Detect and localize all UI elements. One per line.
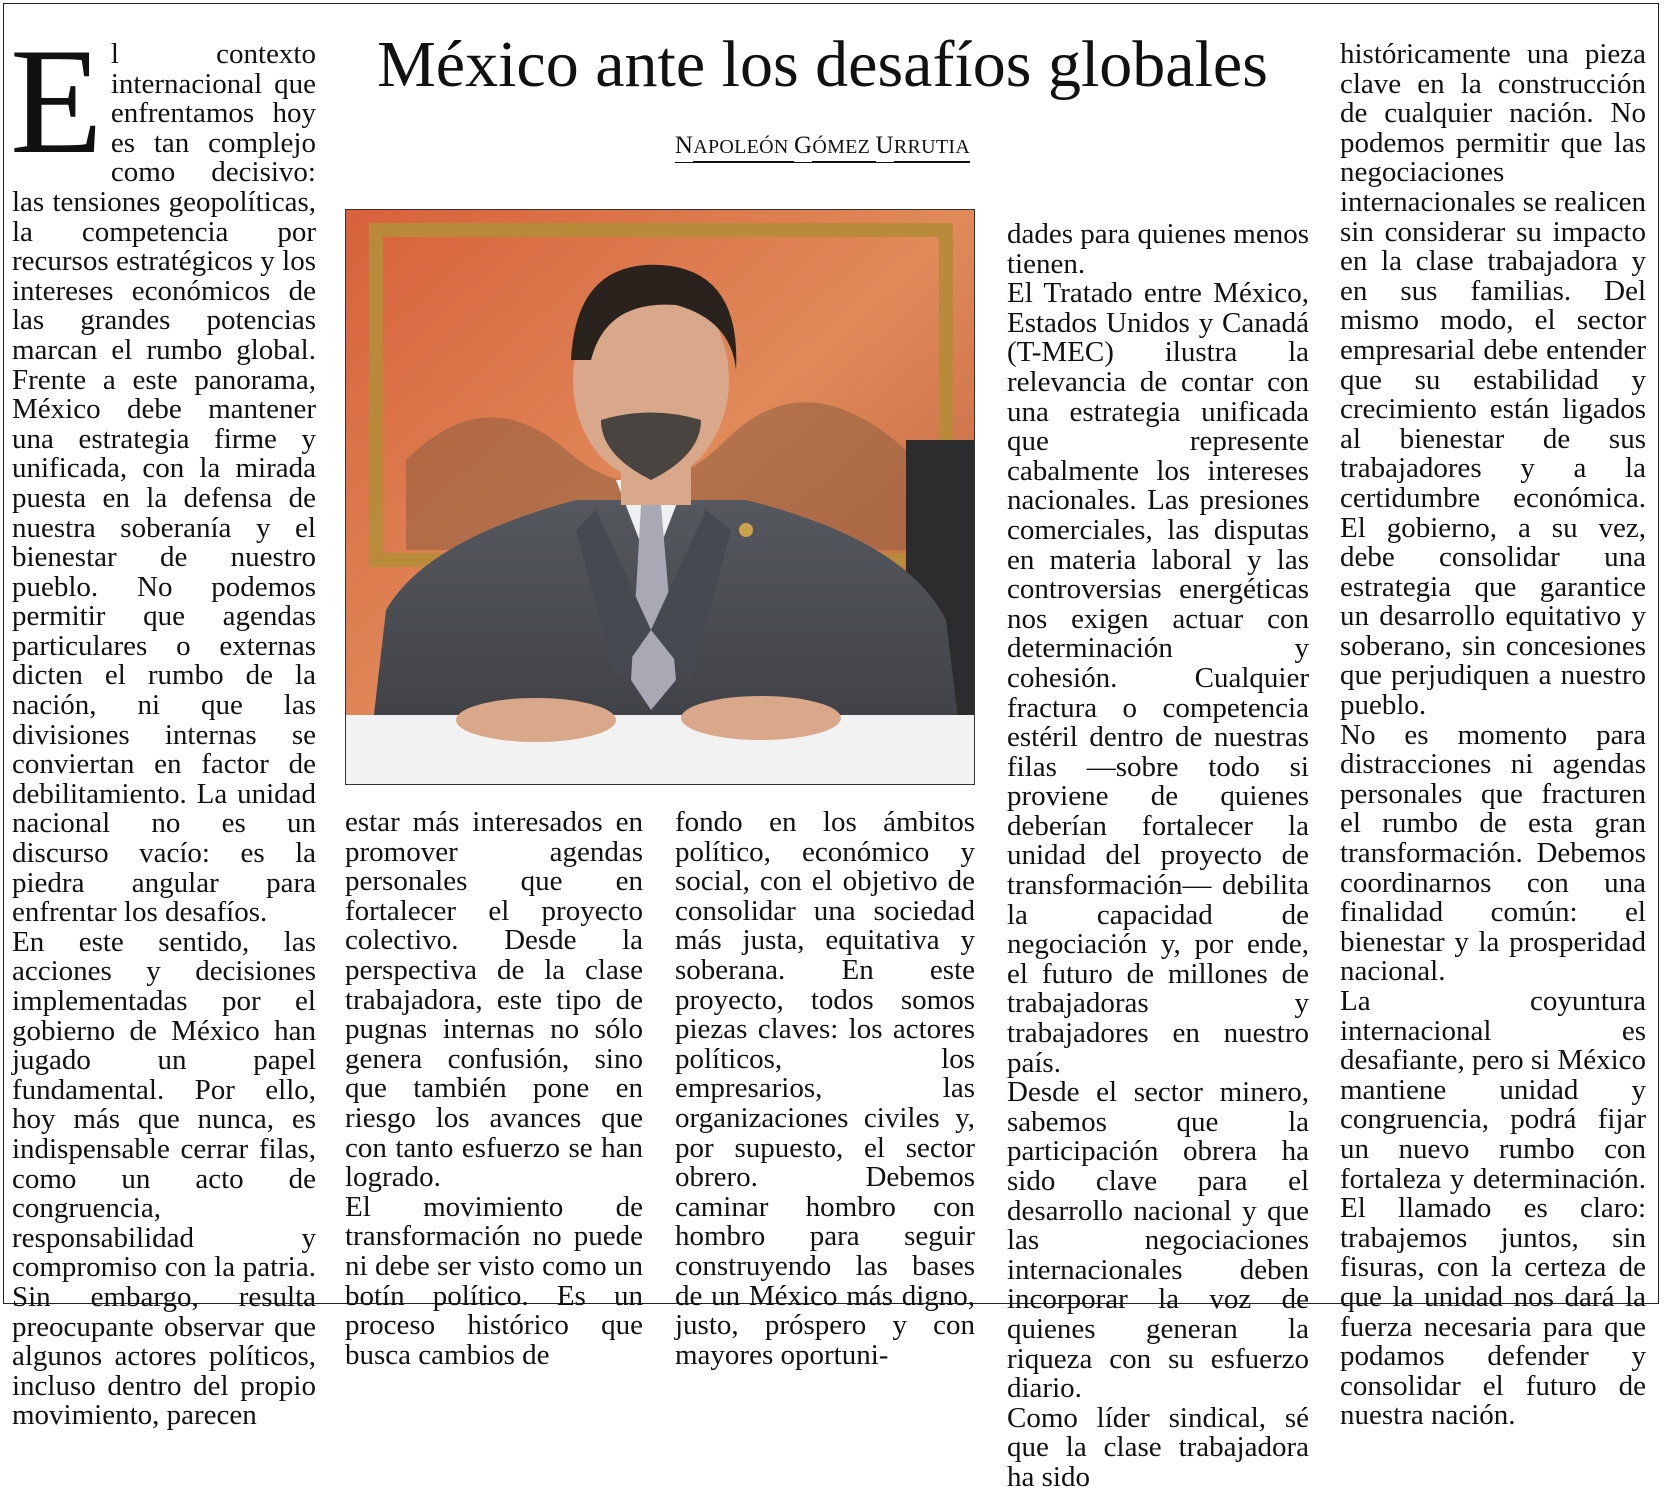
paragraph: estar más interesados en promover agendas personales que en fortalecer el proyecto colectivo. Desde la perspectiva de la clase trabajadora, este tipo de pugnas internas no sólo genera confusión, sino que también pone en riesgo los avances que con tanto esfuerzo se han logrado. [345,806,643,1194]
paragraph: dades para quienes menos tienen. [1007,218,1309,280]
article-column-2 [345,808,643,1370]
author-photo [345,209,975,785]
article-byline [345,132,1300,160]
article-column-4 [1007,220,1309,1493]
paragraph: Desde el sector minero, sabemos que la participación obrera ha sido clave para el desarrollo nacional y que las negociaciones internacionales deben incorporar la voz de quienes generan la riqueza con su esfuerzo diario. [1007,1076,1309,1405]
paragraph: El movimiento de transformación no puede ni debe ser visto como un botín político. Es un proceso histórico que busca cambios de [345,1190,643,1371]
byline-initial: U [876,132,894,163]
byline-initial: G [794,132,812,163]
article-column-3 [675,808,975,1370]
byline-smallcaps: RRUTIA [894,136,970,162]
article-column-5 [1340,40,1646,1431]
paragraph: l contexto internacional que enfrentamos hoy es tan complejo como decisivo: las tensiones geopolíticas, la competencia por recursos estratégicos y los intereses económicos de las grandes potencias marcan el rumbo global. Frente a este panorama, México debe mantener una estrategia firme y unificada, con la mirada puesta en la defensa de nuestra soberanía y el bienestar de nuestro pueblo. No podemos permitir que agendas particulares o externas dicten el rumbo de la nación, ni que las divisiones internas se conviertan en factor de debilitamiento. La unidad nacional no es un discurso vacío: es la piedra angular para enfrentar los desafíos. [12,38,316,929]
article-headline: México ante los desafíos globales [377,28,1268,101]
byline-initial: N [675,132,693,163]
paragraph: En este sentido, las acciones y decisiones implementadas por el gobierno de México han jugado un papel fundamental. Por ello, hoy más que nunca, es indispensable cerrar filas, como un acto de congruencia, responsabilidad y compromiso con la patria. Sin embargo, resulta preocupante observar que algunos actores políticos, incluso dentro del propio movimiento, parecen [12,925,316,1432]
paragraph: fondo en los ámbitos político, económico y social, con el objetivo de consolidar una sociedad más justa, equitativa y soberana. En este proyecto, todos somos piezas claves: los actores políticos, los empresarios, las organizaciones civiles y, por supuesto, el sector obrero. Debemos caminar hombro con hombro para seguir construyendo las bases de un México más digno, justo, próspero y con mayores oportuni- [675,806,975,1371]
byline-text [675,132,970,163]
portrait-illustration [346,210,974,784]
paragraph: No es momento para distracciones ni agendas personales que fracturen el rumbo de esta gran transformación. Debemos coordinarnos con una finalidad común: el bienestar y la prosperidad nacional. [1340,718,1646,988]
drop-cap: E [10,17,103,185]
paragraph: La coyuntura internacional es desafiante, pero si México mantiene unidad y congruencia, podrá fijar un nuevo rumbo con fortaleza y determinación. El llamado es claro: trabajemos juntos, sin fisuras, con la certeza de que la unidad nos dará la fuerza necesaria para que podamos defender y consolidar el futuro de nuestra nación. [1340,985,1647,1432]
paragraph: Como líder sindical, sé que la clase trabajadora ha sido [1007,1401,1309,1493]
byline-smallcaps: APOLEÓN [693,136,794,162]
article-column-1 [10,17,316,1432]
paragraph: El Tratado entre México, Estados Unidos y Canadá (T-MEC) ilustra la relevancia de contar con una estrategia unificada que represente cabalmente los intereses nacionales. Las presiones comerciales, las disputas en materia laboral y las controversias energéticas nos exigen actuar con determinación y cohesión. Cualquier fractura o competencia estéril dentro de nuestras filas —sobre todo si proviene de quienes deberían fortalecer la unidad del proyecto de transformación— debilita la capacidad de negociación y, por ende, el futuro de millones de trabajadoras y trabajadores en nuestro país. [1007,277,1309,1079]
paragraph: históricamente una pieza clave en la construcción de cualquier nación. No podemos permitir que las negociaciones internacionales se realicen sin considerar su impacto en la clase trabajadora y en sus familias. Del mismo modo, el sector empresarial debe entender que su estabilidad y crecimiento están ligados al bienestar de sus trabajadores y a la certidumbre económica. El gobierno, a su vez, debe consolidar una estrategia que garantice un desarrollo equitativo y soberano, sin concesiones que perjudiquen a nuestro pueblo. [1340,38,1646,722]
byline-smallcaps: ÓMEZ [812,136,875,162]
